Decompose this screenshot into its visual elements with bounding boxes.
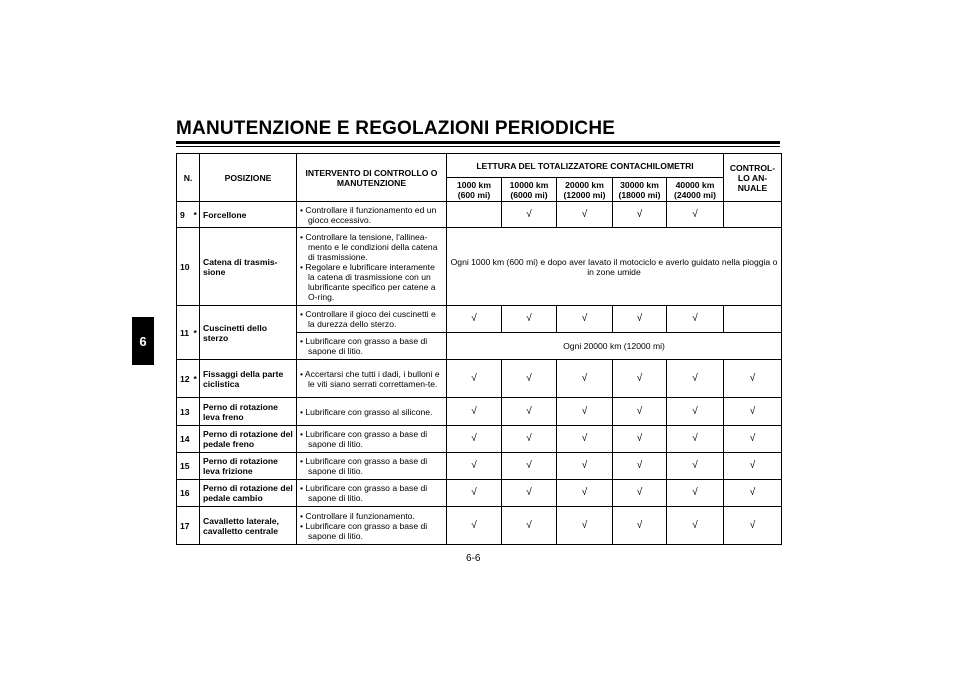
row-position: Cavalletto laterale, cavalletto centrale [200,507,297,545]
check-cell: √ [557,398,613,426]
star-mark: * [191,202,200,228]
check-cell: √ [613,398,667,426]
header-km-3: 20000 km (12000 mi) [557,178,613,202]
page-number: 6-6 [466,553,481,564]
check-cell: √ [667,480,724,507]
table-row [177,360,782,398]
check-cell: √ [613,426,667,453]
check-cell: √ [724,398,782,426]
check-cell: √ [613,306,667,333]
check-cell: √ [502,398,557,426]
row-action: • Controllare il gioco dei cuscinetti e la durezza dello sterzo. [297,306,447,333]
title-rule [176,141,780,144]
row-action: • Lubrificare con grasso al silicone. [297,398,447,426]
header-n: N. [177,154,200,202]
check-cell: √ [613,480,667,507]
check-cell: √ [447,426,502,453]
star-mark: * [191,360,200,398]
check-cell: √ [613,453,667,480]
check-cell: √ [724,480,782,507]
interval-note: Ogni 20000 km (12000 mi) [447,333,782,360]
check-cell [724,306,782,333]
check-cell: √ [724,426,782,453]
check-cell: √ [447,480,502,507]
row-number: 9 [177,202,191,228]
check-cell: √ [502,360,557,398]
check-cell: √ [502,426,557,453]
header-lettura: LETTURA DEL TOTALIZZATORE CONTACHILOMETRI [447,154,724,178]
check-cell: √ [557,306,613,333]
header-km-5: 40000 km (24000 mi) [667,178,724,202]
check-cell: √ [667,426,724,453]
row-action: • Accertarsi che tutti i dadi, i bulloni e le viti siano serrati correttamen-te. [297,360,447,398]
row-number: 15 [177,453,200,480]
row-position: Perno di rotazione leva freno [200,398,297,426]
check-cell: √ [613,360,667,398]
check-cell: √ [557,507,613,545]
check-cell: √ [447,507,502,545]
star-mark: * [191,306,200,360]
row-action: • Lubrificare con grasso a base di sapone di litio. [297,426,447,453]
check-cell: √ [724,507,782,545]
row-number: 12 [177,360,191,398]
check-cell: √ [557,360,613,398]
header-km-4: 30000 km (18000 mi) [613,178,667,202]
row-number: 10 [177,228,200,306]
row-position: Cuscinetti dello sterzo [200,306,297,360]
row-position: Forcellone [200,202,297,228]
row-position: Catena di trasmis-sione [200,228,297,306]
row-number: 11 [177,306,191,360]
table-row [177,398,782,426]
check-cell: √ [613,202,667,228]
check-cell: √ [667,398,724,426]
check-cell: √ [502,453,557,480]
table-row [177,228,782,306]
chapter-tab: 6 [132,317,154,365]
header-km-2: 10000 km (6000 mi) [502,178,557,202]
check-cell: √ [557,480,613,507]
table-row [177,306,782,333]
check-cell: √ [667,306,724,333]
page-title: MANUTENZIONE E REGOLAZIONI PERIODICHE [176,118,616,139]
table-row [177,426,782,453]
check-cell: √ [667,360,724,398]
check-cell: √ [502,202,557,228]
check-cell: √ [447,453,502,480]
row-number: 16 [177,480,200,507]
row-number: 17 [177,507,200,545]
table-row [177,480,782,507]
table-row [177,507,782,545]
check-cell: √ [557,202,613,228]
check-cell: √ [502,306,557,333]
check-cell: √ [724,453,782,480]
check-cell: √ [557,453,613,480]
title-rule-thin [176,146,780,147]
check-cell: √ [724,360,782,398]
check-cell [724,202,782,228]
row-position: Fissaggi della parte ciclistica [200,360,297,398]
row-action: • Lubrificare con grasso a base di sapone di litio. [297,453,447,480]
check-cell: √ [502,507,557,545]
check-cell: √ [502,480,557,507]
table-row [177,453,782,480]
row-action: • Lubrificare con grasso a base di sapone di litio. [297,333,447,360]
maintenance-table [176,153,782,545]
check-cell: √ [557,426,613,453]
table-row [177,202,782,228]
check-cell: √ [447,360,502,398]
header-intervento: INTERVENTO DI CONTROLLO O MANUTENZIONE [297,154,447,202]
row-action: • Lubrificare con grasso a base di sapone di litio. [297,480,447,507]
row-action: • Controllare il funzionamento ed un gioco eccessivo. [297,202,447,228]
row-position: Perno di rotazione leva frizione [200,453,297,480]
header-controllo-annuale: CONTROL-LO AN-NUALE [724,154,782,202]
row-number: 13 [177,398,200,426]
interval-note: Ogni 1000 km (600 mi) e dopo aver lavato il motociclo e averlo guidato nella pioggia o in zone umide [447,228,782,306]
check-cell: √ [447,398,502,426]
header-km-1: 1000 km (600 mi) [447,178,502,202]
check-cell [447,202,502,228]
row-action: • Controllare la tensione, l'allinea-mento e le condizioni della catena di trasmissione. • Regolare e lubrificare interamente la catena di trasmissione con un lubrificante specifico per catene a O-ring. [297,228,447,306]
header-posizione: POSIZIONE [200,154,297,202]
check-cell: √ [667,507,724,545]
row-position: Perno di rotazione del pedale freno [200,426,297,453]
check-cell: √ [447,306,502,333]
row-number: 14 [177,426,200,453]
check-cell: √ [613,507,667,545]
row-action: • Controllare il funzionamento. • Lubrificare con grasso a base di sapone di litio. [297,507,447,545]
check-cell: √ [667,453,724,480]
check-cell: √ [667,202,724,228]
row-position: Perno di rotazione del pedale cambio [200,480,297,507]
